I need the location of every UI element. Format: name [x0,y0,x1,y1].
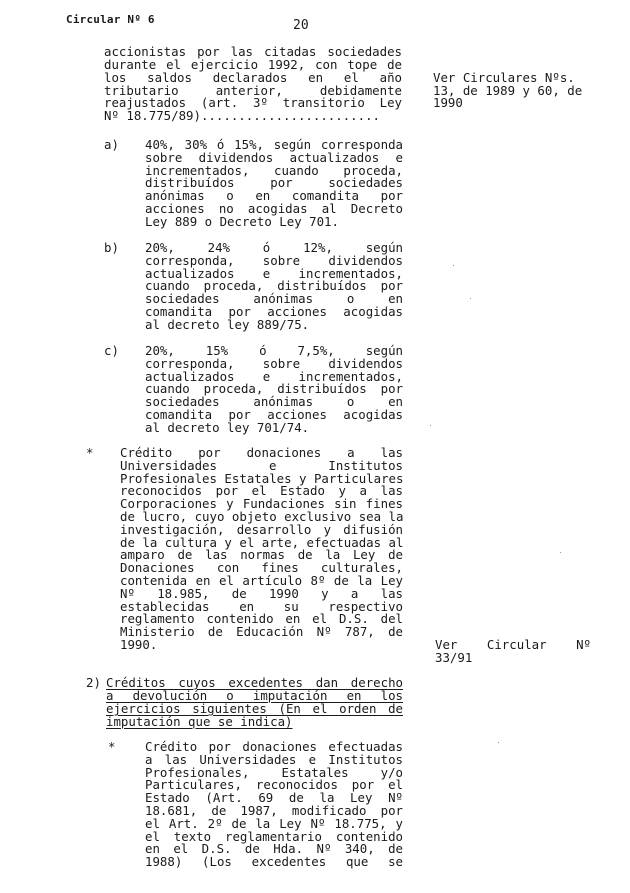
text-line: Universidades e Institutos [120,458,403,473]
text-line: durante el ejercicio 1992, con tope de [104,57,402,72]
bullet-marker: * [108,739,116,754]
text-line: actualizados e incrementados, [145,369,403,384]
text-line: de lucro, cuyo objeto exclusivo sea la [120,509,404,524]
text-line: incrementados, cuando proceda, [145,163,403,178]
text-line: Particulares, reconocidos por el [145,777,403,792]
text-line: Nº 18.985, de 1990 y a las [120,586,403,601]
text-line: los saldos declarados en el año [104,70,402,85]
side-note-line: 1990 [433,95,463,110]
text-line: cuando proceda, distribuídos por [145,278,403,293]
text-line: Corporaciones y Fundaciones sin fines [120,496,403,511]
circular-label: Circular Nº 6 [66,13,155,26]
text-line: 18.681, de 1987, modificado por [145,803,403,818]
text-line: Estado (Art. 69 de la Ley Nº [145,790,403,805]
text-line: al decreto ley 701/74. [145,420,310,435]
text-line: Donaciones con fines culturales, [120,560,403,575]
text-line: sociedades anónimas o en [145,394,403,409]
page-number: 20 [293,18,309,33]
heading-line [106,716,403,729]
side-note-line: 33/91 [435,650,473,665]
bullet-marker: * [86,445,94,460]
heading-line: a devolución o imputación en los [106,688,403,703]
text-line: al decreto ley 889/75. [145,317,310,332]
text-line: Profesionales Estatales y Particulares [120,471,404,486]
text-line: Crédito por donaciones efectuadas [145,739,403,754]
text-line: corresponda, sobre dividendos [145,253,403,268]
text-line: a las Universidades e Institutos [145,752,403,767]
item-marker: b) [104,240,119,255]
text-line: actualizados e incrementados, [145,266,403,281]
text-line: el texto reglamentario contenido [145,829,403,844]
text-line: reconocidos por el Estado y a las [120,483,403,498]
text-line: amparo de las normas de la Ley de [120,547,403,562]
text-line: 1988) (Los excedentes que se [145,854,403,869]
text-line: corresponda, sobre dividendos [145,356,403,371]
text-line: comandita por acciones acogidas [145,304,403,319]
text-line: establecidas en su respectivo [120,599,403,614]
scan-speck [560,552,561,553]
text-line: accionistas por las citadas sociedades [104,44,402,59]
scan-speck [430,425,431,426]
text-line: Ley 889 o Decreto Ley 701. [145,214,339,229]
text-line: contenida en el artículo 8º de la Ley [120,573,403,588]
text-line: cuando proceda, distribuídos por [145,381,403,396]
text-line: de la cultura y el arte, efectuadas al [120,535,404,550]
text-line: reglamento contenido en el D.S. del [120,611,403,626]
text-line: reajustados (art. 3º transitorio Ley [104,95,402,110]
scan-speck [453,265,454,266]
text-line: distribuídos por sociedades [145,175,403,190]
text-line: acciones no acogidas al Decreto [145,201,403,216]
text-line: Nº 18.775/89)........................ [104,108,381,123]
text-line: el Art. 2º de la Ley Nº 18.775, y [145,816,403,831]
heading-line-text: imputación que se indica) [106,714,293,729]
side-note-line: 13, de 1989 y 60, de [433,83,583,98]
scan-speck [470,298,471,299]
text-line: Ministerio de Educación Nº 787, de [120,624,403,639]
text-line: 20%, 15% ó 7,5%, según [145,343,403,358]
side-note-line: Ver Circulares Nºs. [433,70,575,85]
heading-line: ejercicios siguientes (En el orden de [106,701,403,716]
text-line: tributario anterior, debidamente [104,83,402,98]
text-line: sobre dividendos actualizados e [145,150,403,165]
heading-line: Créditos cuyos excedentes dan derecho [106,675,403,690]
text-line: en el D.S. de Hda. Nº 340, de [145,841,403,856]
side-note-line: Ver Circular Nº [435,637,591,652]
text-line: 1990. [120,637,158,652]
item-marker: a) [104,137,119,152]
text-line: anónimas o en comandita por [145,188,403,203]
section-number: 2) [86,675,101,690]
text-line: sociedades anónimas o en [145,291,403,306]
item-marker: c) [104,343,119,358]
scan-speck [498,742,499,743]
text-line: investigación, desarrollo y difusión [120,522,403,537]
text-line: comandita por acciones acogidas [145,407,403,422]
text-line: Crédito por donaciones a las [120,445,403,460]
text-line: 20%, 24% ó 12%, según [145,240,403,255]
text-line: Profesionales, Estatales y/o [145,765,403,780]
text-line: 40%, 30% ó 15%, según corresponda [145,137,403,152]
